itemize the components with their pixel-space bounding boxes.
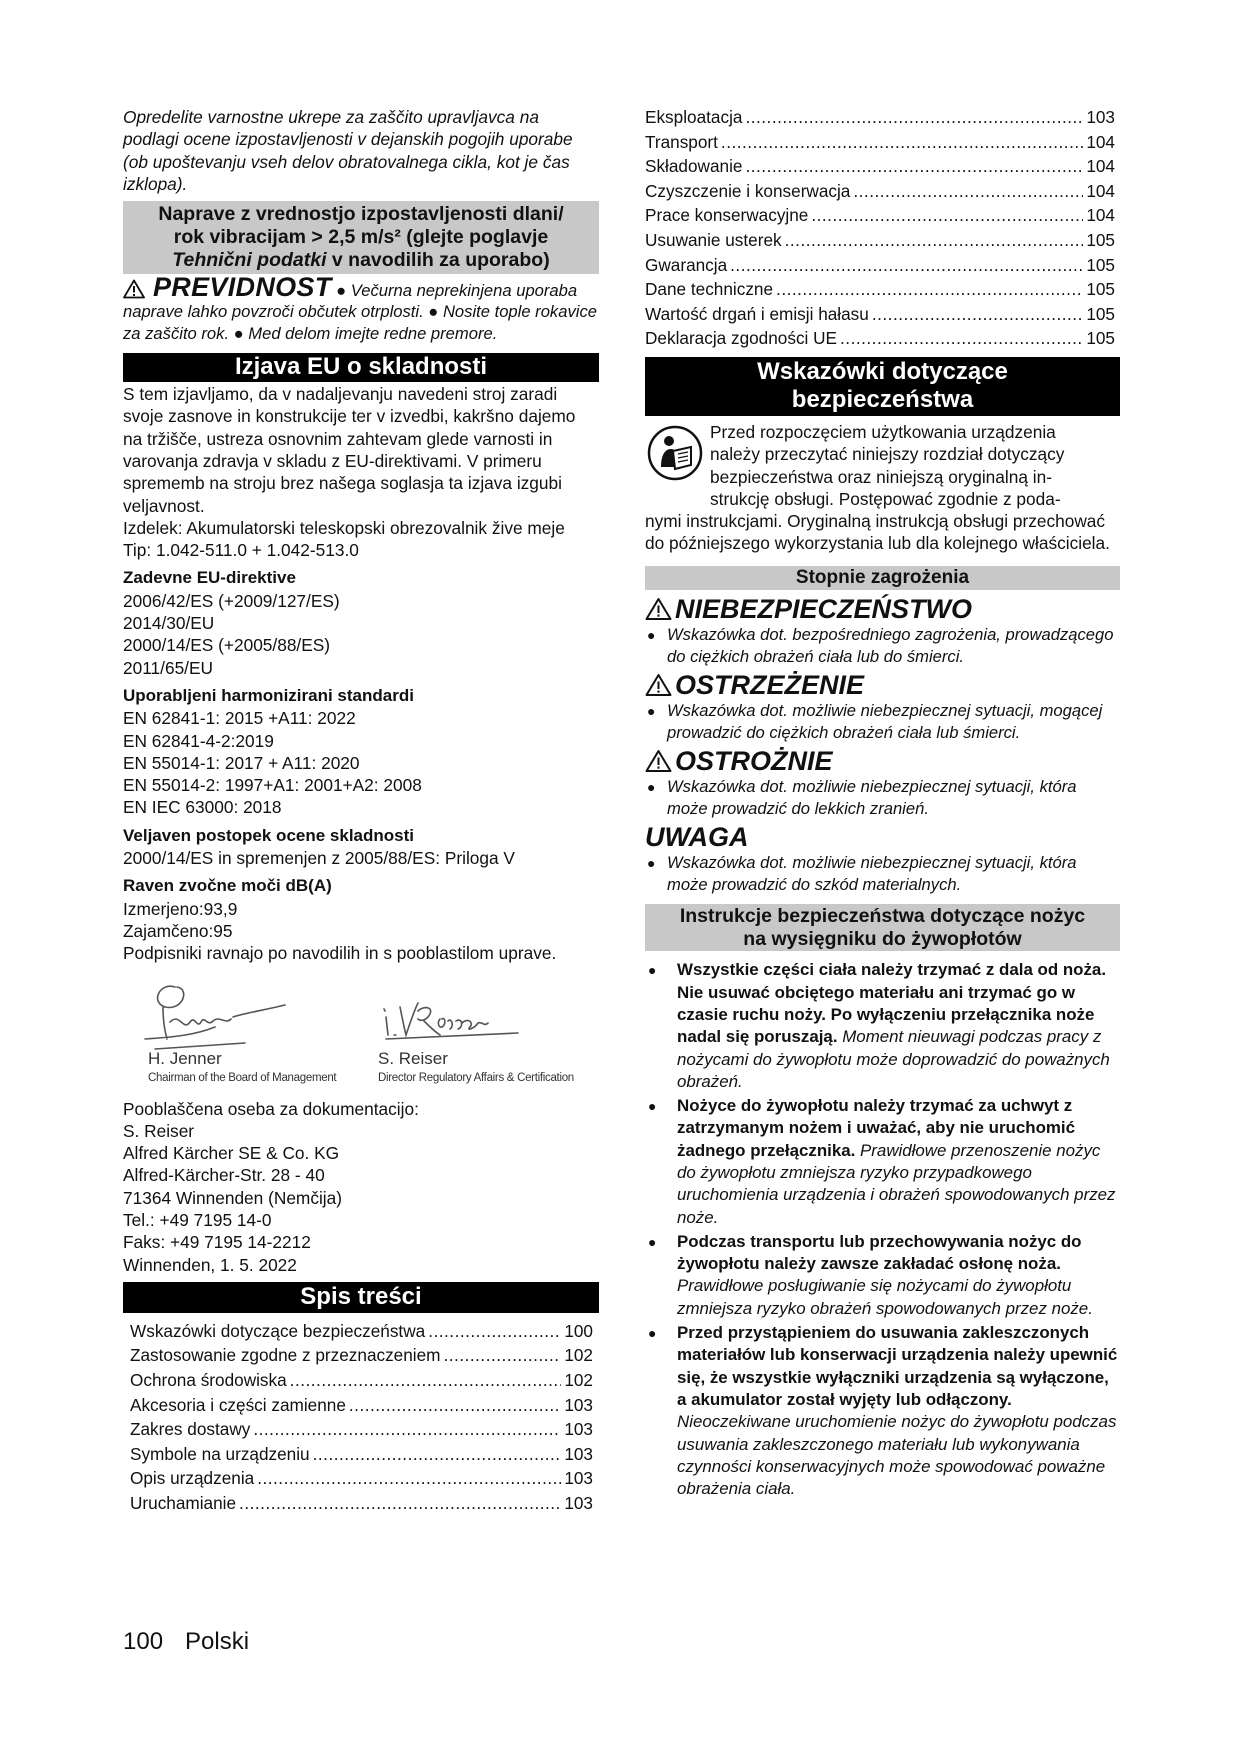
- bullet: ●: [648, 962, 657, 979]
- hazard-level-danger: [645, 594, 1120, 667]
- danger-triangle-icon: [645, 597, 672, 621]
- toc-entry-page: 103: [564, 1394, 593, 1415]
- toc-entry-page: 100: [564, 1320, 593, 1341]
- toc-entry-label: Zakres dostawy: [130, 1419, 251, 1440]
- hazard-description: [645, 700, 1120, 743]
- toc-entry[interactable]: [645, 228, 1115, 253]
- toc-entry-label: Uruchamianie: [130, 1493, 237, 1514]
- signer-name-jenner: H. Jenner: [148, 1048, 222, 1068]
- hazard-description: [645, 776, 1120, 819]
- toc-entry-page: 105: [1086, 254, 1115, 275]
- right-column: [645, 105, 1120, 1502]
- eu-declaration-text: S tem izjavljamo, da v nadaljevanju navedeni stroj zaradi svoje zasnove in konstrukcije ter v izvedbi, kakršno dajemo na tržišče, ustreza osnovnim zahtevam glede varnosti in varovanja zdravja v skladu z EU-direktivami. V primeru sprememb na stroju brez našega soglasja ta izjava izgubi veljavnost.: [123, 384, 576, 516]
- hazard-level-notice: [645, 822, 1120, 895]
- toc-entry[interactable]: [130, 1466, 593, 1491]
- instruction-list: [645, 959, 1120, 1500]
- bullet: ●: [648, 1233, 657, 1250]
- caution-paragraph: [123, 271, 599, 345]
- safety-intro-line: bezpieczeństwa oraz niniejszą oryginalną in-: [710, 466, 1052, 487]
- toc-leader: [721, 130, 1083, 155]
- toc-entry-label: Gwarancja: [645, 254, 728, 275]
- toc-left: [123, 1319, 593, 1516]
- standard-item: EN 62841-4-2:2019: [123, 730, 274, 751]
- standard-item: EN 62841-1: 2015 +A11: 2022: [123, 708, 356, 729]
- toc-entry-page: 105: [1086, 229, 1115, 250]
- toc-leader: [313, 1442, 562, 1467]
- hazard-levels-title: Stopnie zagrożenia: [645, 566, 1120, 591]
- procedure-title: Veljaven postopek ocene skladnosti: [123, 825, 414, 845]
- hazard-label-text: OSTRZEŻENIE: [675, 670, 865, 701]
- caution-text: ● Večurna neprekinjena uporaba naprave lahko povzroči občutek otrplosti. ● Nosite tople rokavice za zaščito rok. ● Med delom imejte redne premore.: [123, 280, 597, 343]
- toc-entry-page: 104: [1086, 131, 1115, 152]
- toc-entry-page: 104: [1086, 205, 1115, 226]
- read-manual-icon: [647, 425, 703, 481]
- caution-triangle-icon: [645, 749, 672, 773]
- toc-leader: [290, 1368, 562, 1393]
- toc-entry-page: 105: [1086, 328, 1115, 349]
- safety-intro: [645, 421, 1120, 555]
- toc-entry-label: Akcesoria i części zamienne: [130, 1394, 346, 1415]
- contact-line: Faks: +49 7195 14-2212: [123, 1232, 311, 1253]
- vibration-line-3-rest: v navodilih za uporabo): [326, 248, 550, 271]
- safety-intro-rest: nymi instrukcjami. Oryginalną instrukcją obsługi przechować do późniejszego wykorzystania lub dla kolejnego właściciela.: [645, 511, 1110, 554]
- toc-leader: [840, 326, 1083, 351]
- toc-leader: [257, 1466, 561, 1491]
- toc-entry[interactable]: [130, 1442, 593, 1467]
- toc-entry-label: Czyszczenie i konserwacja: [645, 180, 851, 201]
- hazard-description: [645, 624, 1120, 667]
- hazard-description-text: Wskazówka dot. możliwie niebezpiecznej sytuacji, która może prowadzić do szkód materialnych.: [667, 853, 1077, 894]
- toc-leader: [745, 105, 1083, 130]
- signer-title-jenner: Chairman of the Board of Management: [148, 1071, 337, 1084]
- caution-icon: [123, 279, 145, 299]
- toc-leader: [776, 277, 1083, 302]
- directives-title: Zadevne EU-direktive: [123, 568, 296, 588]
- instruction-item: [645, 1231, 1120, 1320]
- instructions-title: [645, 904, 1120, 951]
- signer-title-reiser: Director Regulatory Affairs & Certification: [378, 1071, 574, 1084]
- sound-guaranteed: Zajamčeno:95: [123, 920, 233, 941]
- signature-block: [123, 969, 599, 1134]
- hazard-label-warning: [645, 670, 1120, 700]
- toc-entry[interactable]: [645, 105, 1115, 130]
- toc-entry-label: Opis urządzenia: [130, 1468, 255, 1489]
- toc-entry-label: Usuwanie usterek: [645, 229, 782, 250]
- instruction-italic: Moment nieuwagi podczas pracy z nożycami do żywopłotu może doprowadzić do poważnych obrażeń.: [677, 1027, 1110, 1091]
- toc-entry-label: Eksploatacja: [645, 107, 743, 127]
- toc-leader: [785, 228, 1084, 253]
- safety-title-line-2: bezpieczeństwa: [791, 385, 974, 413]
- standards-title: Uporabljeni harmonizirani standardi: [123, 685, 414, 705]
- eu-declaration-title: Izjava EU o skladnosti: [123, 353, 599, 382]
- contact-line: Tel.: +49 7195 14-0: [123, 1209, 272, 1230]
- toc-leader: [872, 302, 1083, 327]
- contact-line: 71364 Winnenden (Nemčija): [123, 1187, 343, 1208]
- instructions-title-line-2: na wysięgniku do żywopłotów: [743, 927, 1022, 950]
- safety-title: [645, 357, 1120, 416]
- hazard-description-text: Wskazówka dot. możliwie niebezpiecznej sytuacji, która może prowadzić do lekkich zranień.: [667, 777, 1077, 818]
- left-column: [123, 106, 599, 1516]
- instruction-italic: Nieoczekiwane uruchomienie nożyc do żywopłotu podczas usuwania zakleszczonego materiału lub wykonywania czynności konserwacyjnych może spowodować poważne obrażenia ciała.: [677, 1412, 1117, 1499]
- standard-item: EN 55014-2: 1997+A1: 2001+A2: 2008: [123, 775, 422, 796]
- toc-entry[interactable]: [130, 1491, 593, 1516]
- vibration-line-3: [125, 249, 597, 272]
- signatories-note: Podpisniki ravnajo po navodilih in s pooblastilom uprave.: [123, 943, 557, 964]
- toc-entry-label: Ochrona środowiska: [130, 1370, 287, 1391]
- safety-intro-line: należy przeczytać niniejszy rozdział dotyczący: [710, 444, 1065, 465]
- signer-name-reiser: S. Reiser: [378, 1048, 448, 1068]
- toc-entry[interactable]: [130, 1393, 593, 1418]
- toc-entry-page: 103: [564, 1419, 593, 1440]
- toc-entry[interactable]: [645, 253, 1115, 278]
- bullet: ●: [647, 703, 656, 720]
- bullet: ●: [648, 1098, 657, 1115]
- bullet: ●: [647, 627, 656, 644]
- instruction-bold: Nożyce do żywopłotu należy trzymać za uchwyt z zatrzymanym nożem i uważać, aby nie uruchomić żadnego przełącznika.: [677, 1096, 1075, 1160]
- hazard-description: [645, 852, 1120, 895]
- toc-entry-page: 105: [1086, 279, 1115, 300]
- toc-entry-label: Prace konserwacyjne: [645, 205, 809, 226]
- toc-entry[interactable]: [645, 154, 1115, 179]
- contact-line: Pooblaščena oseba za dokumentacijo:: [123, 1098, 419, 1119]
- product-line: Izdelek: Akumulatorski teleskopski obrezovalnik žive meje: [123, 517, 565, 538]
- toc-entry[interactable]: [645, 203, 1115, 228]
- safety-intro-line: Przed rozpoczęciem użytkowania urządzenia: [710, 421, 1056, 442]
- directive-item: 2006/42/ES (+2009/127/ES): [123, 590, 340, 611]
- standard-item: EN IEC 63000: 2018: [123, 797, 282, 818]
- toc-entry[interactable]: [645, 179, 1115, 204]
- sound-measured: Izmerjeno:93,9: [123, 898, 238, 919]
- toc-entry-label: Symbole na urządzeniu: [130, 1443, 310, 1464]
- toc-leader: [349, 1393, 561, 1418]
- standard-item: EN 55014-1: 2017 + A11: 2020: [123, 752, 360, 773]
- bullet: ●: [647, 855, 656, 872]
- bullet: ●: [647, 779, 656, 796]
- directive-item: 2014/30/EU: [123, 613, 215, 634]
- vibration-box: [123, 201, 599, 273]
- toc-entry-page: 104: [1086, 180, 1115, 201]
- instructions-title-line-1: Instrukcje bezpieczeństwa dotyczące nożyc: [679, 905, 1086, 928]
- caution-label: PREVIDNOST: [153, 271, 332, 302]
- instruction-bold: Przed przystąpieniem do usuwania zakleszczonych materiałów lub konserwacji urządzenia należy upewnić się, że wszystkie wyłączniki urządzenia są wyłączone, a akumulator został wyjęty lub odłączony.: [677, 1323, 1118, 1409]
- toc-entry[interactable]: [645, 326, 1115, 351]
- toc-entry[interactable]: [130, 1368, 593, 1393]
- toc-title: Spis treści: [123, 1282, 599, 1313]
- hazard-label-text: NIEBEZPIECZEŃSTWO: [675, 594, 973, 625]
- directive-item: 2011/65/EU: [123, 657, 213, 678]
- hazard-description-text: Wskazówka dot. bezpośredniego zagrożenia, prowadzącego do ciężkich obrażeń ciała lub do śmierci.: [667, 625, 1114, 666]
- hazard-level-caution: [645, 746, 1120, 819]
- toc-leader: [853, 179, 1083, 204]
- page-number: 100: [123, 1628, 164, 1655]
- toc-entry-page: 103: [1086, 107, 1115, 127]
- toc-leader: [745, 154, 1083, 179]
- toc-entry-page: 103: [564, 1468, 593, 1489]
- toc-entry-label: Składowanie: [645, 156, 743, 177]
- signature-reiser: [378, 969, 598, 1129]
- instruction-item: [645, 1095, 1120, 1229]
- instruction-item: [645, 1322, 1120, 1500]
- hazard-description-text: Wskazówka dot. możliwie niebezpiecznej sytuacji, mogącej prowadzić do ciężkich obrażeń ciała lub śmierci.: [667, 701, 1103, 742]
- hazard-level-warning: [645, 670, 1120, 743]
- toc-leader: [239, 1491, 561, 1516]
- hazard-label-notice: [645, 822, 1120, 852]
- type-line: Tip: 1.042-511.0 + 1.042-513.0: [123, 540, 359, 561]
- vibration-line-1: Naprave z vrednostjo izpostavljenosti dlani/: [158, 203, 564, 226]
- toc-leader: [811, 203, 1083, 228]
- toc-entry-label: Wartość drgań i emisji hałasu: [645, 303, 869, 324]
- instruction-italic: Prawidłowe przenoszenie nożyc do żywopłotu zmniejsza ryzyko przypadkowego uruchomienia urządzenia i obrażeń spowodowanych przez noże.: [677, 1140, 1116, 1227]
- contact-line: Alfred-Kärcher-Str. 28 - 40: [123, 1165, 325, 1186]
- instruction-bold: Wszystkie części ciała należy trzymać z dala od noża. Nie usuwać obciętego materiału ani trzymać go w czasie ruchu noży. Po wyłączeniu przełącznika noże nadal się poruszają.: [677, 960, 1107, 1047]
- hazard-label-text: UWAGA: [645, 822, 749, 853]
- page-footer: [123, 1628, 271, 1656]
- toc-entry[interactable]: [645, 130, 1115, 155]
- procedure-text: 2000/14/ES in spremenjen z 2005/88/ES: Priloga V: [123, 848, 515, 869]
- toc-entry-label: Wskazówki dotyczące bezpieczeństwa: [130, 1320, 426, 1341]
- vibration-line-2: rok vibracijam > 2,5 m/s² (glejte poglavje: [173, 225, 549, 248]
- footer-language: Polski: [185, 1628, 250, 1655]
- safety-title-line-1: Wskazówki dotyczące: [757, 357, 1008, 385]
- toc-entry-page: 103: [564, 1493, 593, 1514]
- toc-entry-label: Transport: [645, 131, 718, 152]
- toc-entry-page: 105: [1086, 303, 1115, 324]
- toc-entry-page: 102: [564, 1370, 593, 1391]
- toc-entry[interactable]: [645, 302, 1115, 327]
- contact-line: S. Reiser: [123, 1120, 195, 1141]
- toc-right: [645, 105, 1115, 351]
- toc-entry[interactable]: [130, 1417, 593, 1442]
- toc-entry[interactable]: [130, 1343, 593, 1368]
- bullet: ●: [648, 1325, 657, 1342]
- hazard-label-text: OSTROŻNIE: [675, 746, 833, 777]
- toc-entry-label: Zastosowanie zgodne z przeznaczeniem: [130, 1345, 441, 1366]
- directive-item: 2000/14/ES (+2005/88/ES): [123, 635, 331, 656]
- toc-entry-page: 104: [1086, 156, 1115, 177]
- toc-leader: [730, 253, 1083, 278]
- signature-jenner: [123, 969, 343, 1129]
- toc-leader: [444, 1343, 562, 1368]
- toc-leader: [428, 1319, 561, 1344]
- hazard-label-danger: [645, 594, 1120, 624]
- contact-line: Alfred Kärcher SE & Co. KG: [123, 1143, 340, 1164]
- instruction-item: [645, 959, 1120, 1093]
- intro-paragraph: Opredelite varnostne ukrepe za zaščito upravljavca na podlagi ocene izpostavljenosti v dejanskih pogojih uporabe (ob upoštevanju vseh delov obratovalnega cikla, kot je čas izklopa).: [123, 107, 573, 194]
- contact-line: Winnenden, 1. 5. 2022: [123, 1254, 297, 1275]
- safety-intro-line: strukcję obsługi. Postępować zgodnie z poda-: [710, 488, 1061, 509]
- sound-title: Raven zvočne moči dB(A): [123, 876, 332, 896]
- toc-entry-label: Deklaracja zgodności UE: [645, 328, 838, 349]
- toc-leader: [253, 1417, 561, 1442]
- hazard-label-caution: [645, 746, 1120, 776]
- instruction-italic: Prawidłowe posługiwanie się nożycami do żywopłotu zmniejsza ryzyko obrażeń spowodowanych przez noże.: [677, 1276, 1093, 1318]
- vibration-ref: Tehnični podatki: [172, 248, 327, 271]
- toc-entry[interactable]: [130, 1319, 593, 1344]
- toc-entry[interactable]: [645, 277, 1115, 302]
- toc-entry-page: 102: [564, 1345, 593, 1366]
- toc-entry-page: 103: [564, 1443, 593, 1464]
- warning-triangle-icon: [645, 673, 672, 697]
- instruction-bold: Podczas transportu lub przechowywania nożyc do żywopłotu należy zawsze zakładać osłonę noża.: [677, 1231, 1082, 1274]
- toc-entry-label: Dane techniczne: [645, 279, 774, 300]
